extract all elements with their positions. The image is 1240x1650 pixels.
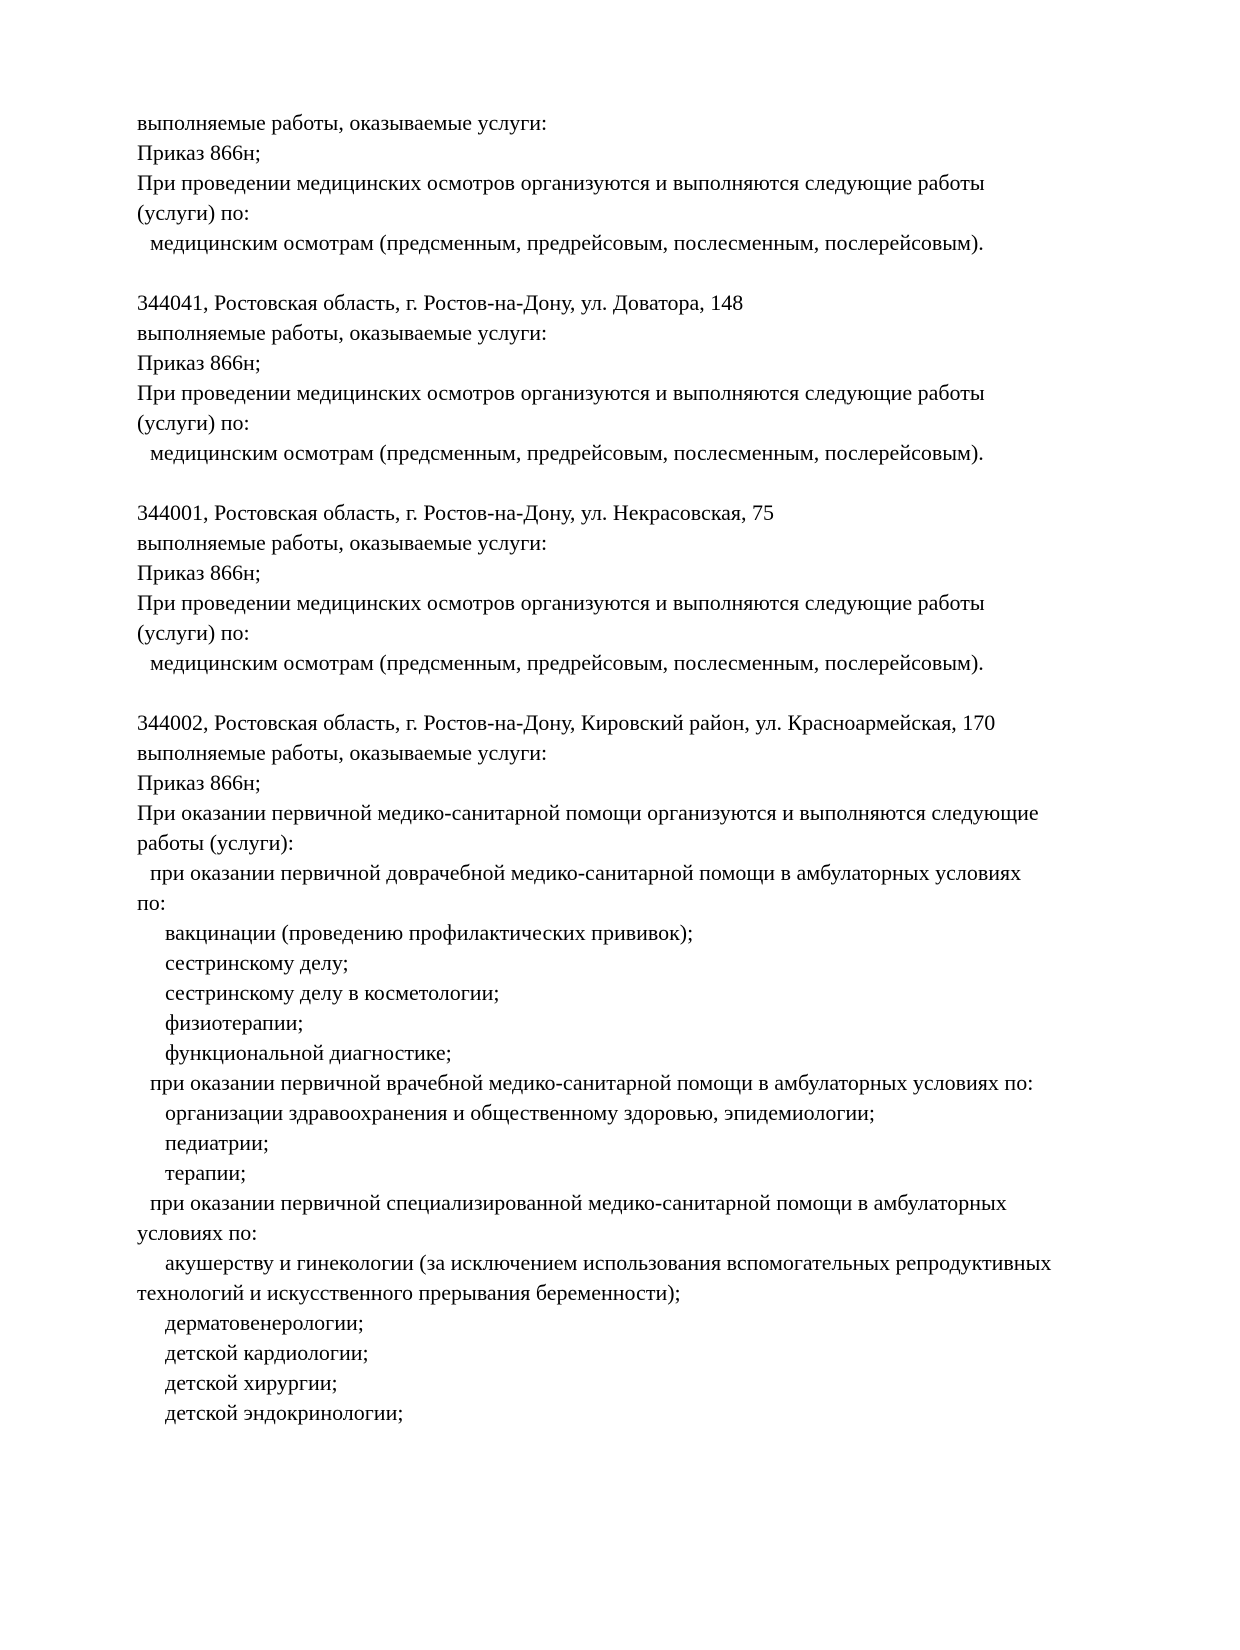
license-entry-344001 bbox=[137, 498, 1187, 678]
service-item: сестринскому делу; bbox=[165, 950, 349, 975]
license-entry-intro bbox=[137, 108, 1187, 258]
address-line: 344002, Ростовская область, г. Ростов-на-Дону, Кировский район, ул. Красноармейская, 170 bbox=[137, 710, 996, 735]
service-item: дерматовенерологии; bbox=[165, 1310, 364, 1335]
care-category-continuation: условиях по: bbox=[137, 1220, 258, 1245]
license-sections bbox=[137, 108, 1187, 1428]
service-item: медицинским осмотрам (предсменным, предрейсовым, послесменным, послерейсовым). bbox=[150, 440, 984, 465]
statement-line: При оказании первичной медико-санитарной помощи организуются и выполняются следующие bbox=[137, 800, 1039, 825]
care-category-continuation: по: bbox=[137, 890, 166, 915]
service-item: функциональной диагностике; bbox=[165, 1040, 452, 1065]
order-number-line: Приказ 866н; bbox=[137, 350, 261, 375]
care-category-line: при оказании первичной специализированной медико-санитарной помощи в амбулаторных bbox=[150, 1190, 1007, 1215]
statement-continuation: (услуги) по: bbox=[137, 620, 250, 645]
service-item: терапии; bbox=[165, 1160, 247, 1185]
care-category-line: при оказании первичной доврачебной медико-санитарной помощи в амбулаторных условиях bbox=[150, 860, 1022, 885]
works-services-label: выполняемые работы, оказываемые услуги: bbox=[137, 110, 548, 135]
address-line: 344001, Ростовская область, г. Ростов-на-Дону, ул. Некрасовская, 75 bbox=[137, 500, 775, 525]
service-item-continuation: технологий и искусственного прерывания беременности); bbox=[137, 1280, 681, 1305]
service-item: детской эндокринологии; bbox=[165, 1400, 404, 1425]
service-item: медицинским осмотрам (предсменным, предрейсовым, послесменным, послерейсовым). bbox=[150, 650, 984, 675]
license-entry-344041 bbox=[137, 288, 1187, 468]
service-item: акушерству и гинекологии (за исключением использования вспомогательных репродуктивных bbox=[165, 1250, 1052, 1275]
works-services-label: выполняемые работы, оказываемые услуги: bbox=[137, 320, 548, 345]
statement-line: При проведении медицинских осмотров организуются и выполняются следующие работы bbox=[137, 590, 985, 615]
order-number-line: Приказ 866н; bbox=[137, 560, 261, 585]
statement-continuation: (услуги) по: bbox=[137, 200, 250, 225]
service-item: педиатрии; bbox=[165, 1130, 269, 1155]
service-item: детской хирургии; bbox=[165, 1370, 338, 1395]
statement-continuation: (услуги) по: bbox=[137, 410, 250, 435]
statement-continuation: работы (услуги): bbox=[137, 830, 294, 855]
service-item: вакцинации (проведению профилактических прививок); bbox=[165, 920, 694, 945]
service-item: физиотерапии; bbox=[165, 1010, 304, 1035]
care-category-line: при оказании первичной врачебной медико-санитарной помощи в амбулаторных условиях по: bbox=[150, 1070, 1034, 1095]
service-item: сестринскому делу в косметологии; bbox=[165, 980, 500, 1005]
document-page bbox=[137, 108, 1187, 1428]
service-item: детской кардиологии; bbox=[165, 1340, 369, 1365]
service-item: медицинским осмотрам (предсменным, предрейсовым, послесменным, послерейсовым). bbox=[150, 230, 984, 255]
service-item: организации здравоохранения и общественному здоровью, эпидемиологии; bbox=[165, 1100, 876, 1125]
order-number-line: Приказ 866н; bbox=[137, 140, 261, 165]
works-services-label: выполняемые работы, оказываемые услуги: bbox=[137, 740, 548, 765]
license-entry-344002 bbox=[137, 708, 1187, 1428]
address-line: 344041, Ростовская область, г. Ростов-на-Дону, ул. Доватора, 148 bbox=[137, 290, 744, 315]
order-number-line: Приказ 866н; bbox=[137, 770, 261, 795]
statement-line: При проведении медицинских осмотров организуются и выполняются следующие работы bbox=[137, 170, 985, 195]
works-services-label: выполняемые работы, оказываемые услуги: bbox=[137, 530, 548, 555]
statement-line: При проведении медицинских осмотров организуются и выполняются следующие работы bbox=[137, 380, 985, 405]
